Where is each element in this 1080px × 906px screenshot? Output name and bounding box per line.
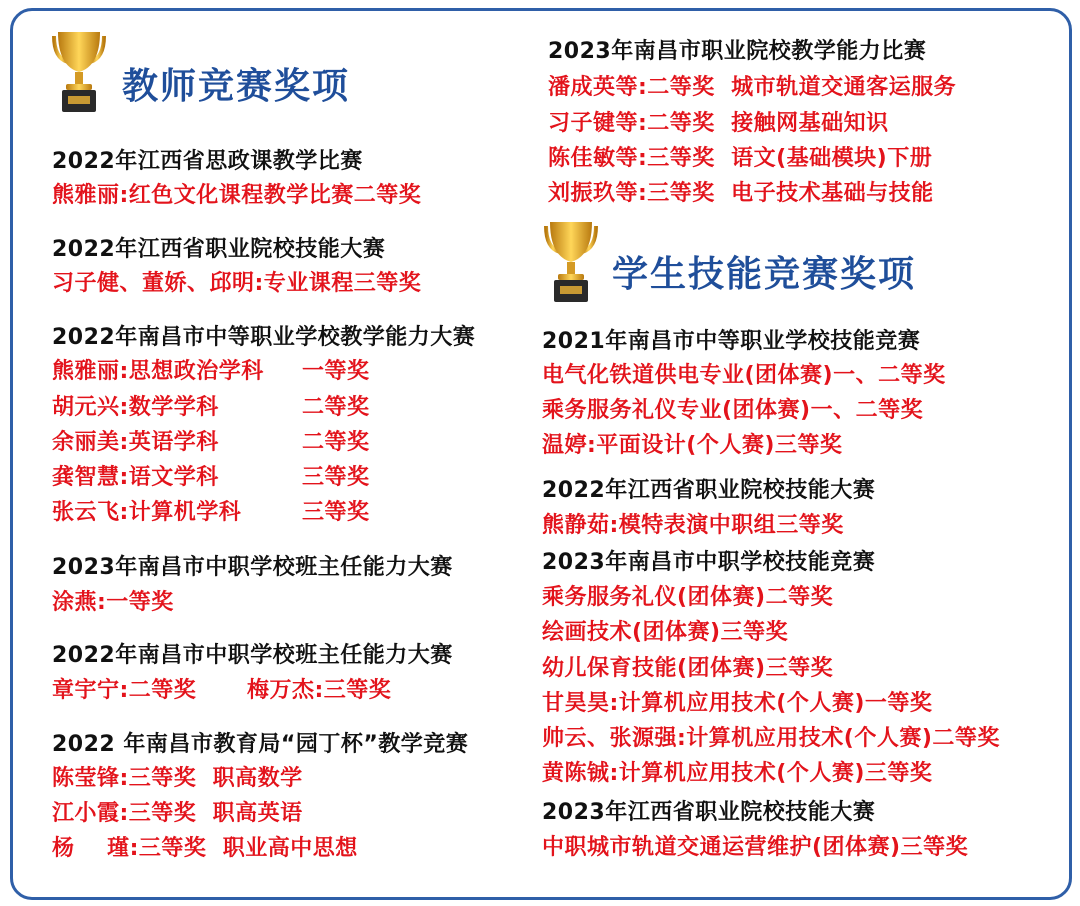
award-item: 中职城市轨道交通运营维护(团体赛)三等奖: [542, 835, 969, 860]
award-name: 余丽美:英语学科: [52, 430, 219, 455]
award-pair-second: 梅万杰:三等奖: [247, 678, 392, 703]
award-item: [52, 354, 382, 385]
award-item: 江小霞:三等奖 职高英语: [52, 801, 303, 826]
award-item: 熊雅丽:红色文化课程教学比赛二等奖: [52, 183, 422, 208]
award-level: 三等奖: [302, 500, 370, 525]
group-heading: 2022年江西省职业院校技能大赛: [52, 237, 386, 262]
award-item: 涂燕:一等奖: [52, 590, 174, 615]
award-level: 三等奖: [302, 465, 370, 490]
award-name: 龚智慧:语文学科: [52, 465, 219, 490]
group-heading: 2023年南昌市职业院校教学能力比赛: [548, 39, 927, 64]
award-name: 张云飞:计算机学科: [52, 500, 242, 525]
award-level: 二等奖: [302, 395, 370, 420]
award-item: 陈莹锋:三等奖 职高数学: [52, 766, 303, 791]
award-item: 乘务服务礼仪专业(团体赛)一、二等奖: [542, 398, 924, 423]
award-item: 温婷:平面设计(个人赛)三等奖: [542, 433, 843, 458]
group-heading: 2023年南昌市中职学校技能竞赛: [542, 550, 876, 575]
award-item: [52, 460, 382, 491]
award-item: 幼儿保育技能(团体赛)三等奖: [542, 656, 834, 681]
group-heading: 2021年南昌市中等职业学校技能竞赛: [542, 329, 921, 354]
award-item: 刘振玖等:三等奖 电子技术基础与技能: [548, 181, 934, 206]
group-heading: 2022 年南昌市教育局“园丁杯”教学竞赛: [52, 732, 469, 757]
award-item: 甘昊昊:计算机应用技术(个人赛)一等奖: [542, 691, 933, 716]
award-pair-first: 章宇宁:二等奖: [52, 678, 197, 703]
award-item: [52, 495, 382, 526]
award-item: 电气化铁道供电专业(团体赛)一、二等奖: [542, 363, 946, 388]
group-heading: 2022年江西省思政课教学比赛: [52, 149, 363, 174]
award-item: 绘画技术(团体赛)三等奖: [542, 620, 789, 645]
award-item: [52, 673, 391, 704]
award-item: 潘成英等:二等奖 城市轨道交通客运服务: [548, 75, 957, 100]
award-item: 习子键等:二等奖 接触网基础知识: [548, 111, 889, 136]
award-item: 帅云、张源强:计算机应用技术(个人赛)二等奖: [542, 726, 1000, 751]
award-name: 熊雅丽:思想政治学科: [52, 359, 264, 384]
group-heading: 2022年南昌市中等职业学校教学能力大赛: [52, 325, 476, 350]
trophy-icon: [540, 218, 602, 306]
group-heading: 2022年江西省职业院校技能大赛: [542, 478, 876, 503]
award-name: 胡元兴:数学学科: [52, 395, 219, 420]
award-item: 杨 瑾:三等奖 职业高中思想: [52, 836, 358, 861]
award-level: 二等奖: [302, 430, 370, 455]
award-item: 黄陈铖:计算机应用技术(个人赛)三等奖: [542, 761, 933, 786]
award-item: 习子健、董娇、邱明:专业课程三等奖: [52, 271, 422, 296]
group-heading: 2023年江西省职业院校技能大赛: [542, 800, 876, 825]
student-awards-title: 学生技能竞赛奖项: [612, 254, 917, 295]
trophy-icon: [48, 28, 110, 116]
group-heading: 2023年南昌市中职学校班主任能力大赛: [52, 555, 453, 580]
award-item: 熊静茹:模特表演中职组三等奖: [542, 513, 844, 538]
award-item: 乘务服务礼仪(团体赛)二等奖: [542, 585, 834, 610]
award-item: [52, 425, 382, 456]
award-level: 一等奖: [302, 359, 370, 384]
group-heading: 2022年南昌市中职学校班主任能力大赛: [52, 643, 453, 668]
award-item: 陈佳敏等:三等奖 语文(基础模块)下册: [548, 146, 933, 171]
award-item: [52, 390, 382, 421]
teacher-awards-title: 教师竞赛奖项: [122, 66, 351, 107]
